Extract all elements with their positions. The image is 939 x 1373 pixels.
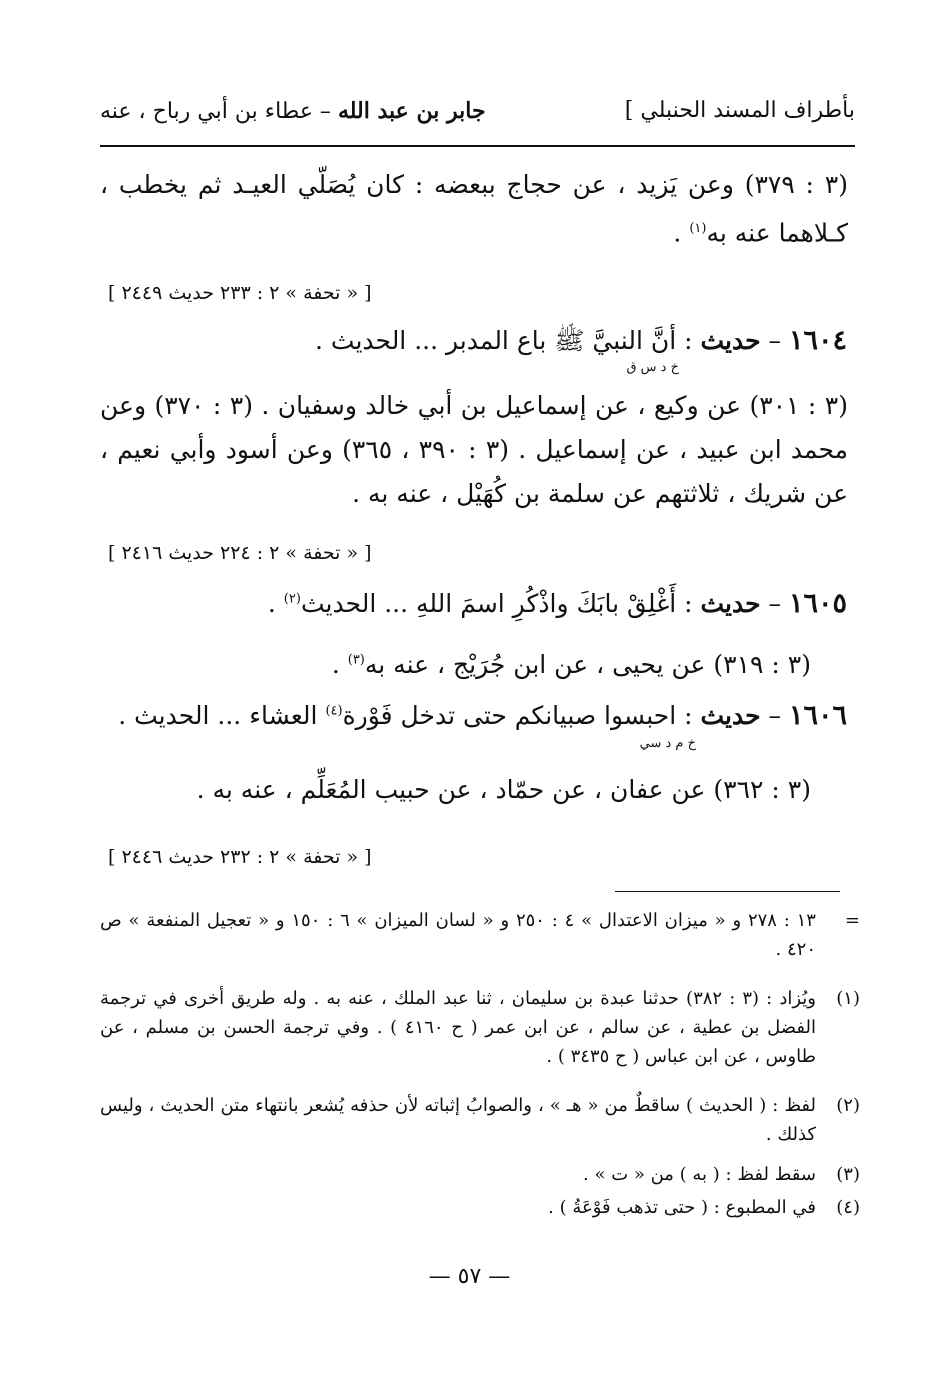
hadith-1604-heading [315,325,847,362]
hadith-keyword: حديث [700,326,761,355]
paragraph-301: (٣ : ٣٠١) عن وكيع ، عن إسماعيل بن أبي خالد وسفيان . (٣ : ٣٧٠) وعن محمد ابن عبيد ، عن إسماعيل . (٣ : ٣٩٠ ، ٣٦٥) وعن أسود وأبي نعيم ، عن شريك ، ثلاثتهم عن سلمة بن كُهَيْل ، عنه به . [100,391,848,508]
footnote-2 [100,1091,860,1149]
hadith-dash: – [768,589,782,618]
hadith-dash: – [768,701,782,730]
hadith-text: : احبسوا صبيانكم حتى تدخل فَوْرة [342,701,693,730]
tuhfa-reference-1: [ « تحفة » ٢ : ٢٣٣ حديث ٢٤٤٩ ] [108,282,372,304]
footnote-text: ويُزاد : (٣ : ٣٨٢) حدثنا عبدة بن سليمان ، ثنا عبد الملك ، عنه به . وله طريق أخرى في ترجمة الفضل بن عطية ، عن سالم ، عن ابن عمر ( ح ٤١٦٠ ) . وفي ترجمة الحسن بن مسلم ، عن طاوس ، عن ابن عباس ( ح ٣٤٣٥ ) . [100,988,816,1067]
footnote-text: ١٣ : ٢٧٨ و « ميزان الاعتدال » ٤ : ٢٥٠ و « لسان الميزان » ٦ : ١٥٠ و « تعجيل المنفعة » ص ٤٢٠ . [100,910,816,960]
hadith-dash: – [768,326,782,355]
footnote-mark: (٤) [836,1197,860,1218]
footnote-ref-3: (٣) [347,652,365,668]
footnote-text: لفظ : ( الحديث ) ساقطٌ من « هـ » ، والصوابُ إثباته لأن حذفه يُشعر بانتهاء متن الحديث ، وليس كذلك . [100,1095,816,1145]
footnote-mark: (٣) [836,1164,860,1185]
footnote-mark: = [844,910,860,931]
footnote-text: سقط لفظ : ( به ) من « ت » . [583,1164,816,1185]
hadith-keyword: حديث [700,589,761,618]
paragraph-319-text: (٣ : ٣١٩) عن يحيى ، عن ابن جُرَيْج ، عنه به [364,650,811,679]
paragraph-362: (٣ : ٣٦٢) عن عفان ، عن حمّاد ، عن حبيب المُعَلِّم ، عنه به . [196,775,811,804]
footnote-mark: (١) [836,988,860,1009]
footnote-separator [615,891,840,892]
header-book-title: بأطراف المسند الحنبلي ] [624,98,855,123]
page-number: — ٥٧ — [428,1264,511,1289]
paragraph-379-text: (٣ : ٣٧٩) وعن يَزيد ، عن حجاج ببعضه : كان يُصَلّي العيـد ثم يخطب ، كـلاهما عنه به [100,170,848,248]
header-chapter-title [100,98,486,124]
tuhfa-reference-3: [ « تحفة » ٢ : ٢٣٢ حديث ٢٤٤٦ ] [108,846,372,868]
footnote-ref-2: (٢) [283,591,301,607]
footnote-mark: (٢) [836,1095,860,1116]
hadith-text-end: العشاء ... الحديث . [118,701,326,730]
hadith-tail: . [267,589,284,618]
hadith-number: ١٦٠٤ [788,325,847,356]
running-header [100,96,855,136]
hadith-1606-sigla: خ م د سي [639,736,696,751]
header-chapter-name: جابر بن عبد الله [337,98,486,124]
hadith-text: : أنَّ النبيَّ ﷺ باع المدبر ... الحديث . [315,326,693,355]
header-rule [100,145,855,147]
hadith-1605-heading [268,588,847,619]
hadith-number: ١٦٠٦ [788,700,847,731]
hadith-keyword: حديث [700,701,761,730]
hadith-number: ١٦٠٥ [788,588,847,619]
footnote-continued [100,906,860,964]
hadith-1604-sigla: خ د س ق [626,360,679,375]
footnote-text: في المطبوع : ( حتى تذهب فَوْعَةُ ) . [548,1197,816,1218]
paragraph-319 [332,650,811,679]
footnote-ref-4: (٤) [325,703,343,719]
footnote-3 [100,1160,860,1189]
paragraph-379 [100,163,848,255]
hadith-text: : أَغْلِقْ بابَكَ واذْكُرِ اسمَ اللهِ ... الحديث [300,589,693,618]
tuhfa-reference-2: [ « تحفة » ٢ : ٢٢٤ حديث ٢٤١٦ ] [108,542,372,564]
paragraph-319-tail: . [331,650,348,679]
footnote-4 [100,1193,860,1222]
footnote-ref-1: (١) [689,221,707,236]
header-chapter-sub: – عطاء بن أبي رباح ، عنه [100,99,331,124]
footnote-1 [100,984,860,1071]
paragraph-379-tail: . [673,218,690,248]
hadith-1606-heading [118,700,847,731]
